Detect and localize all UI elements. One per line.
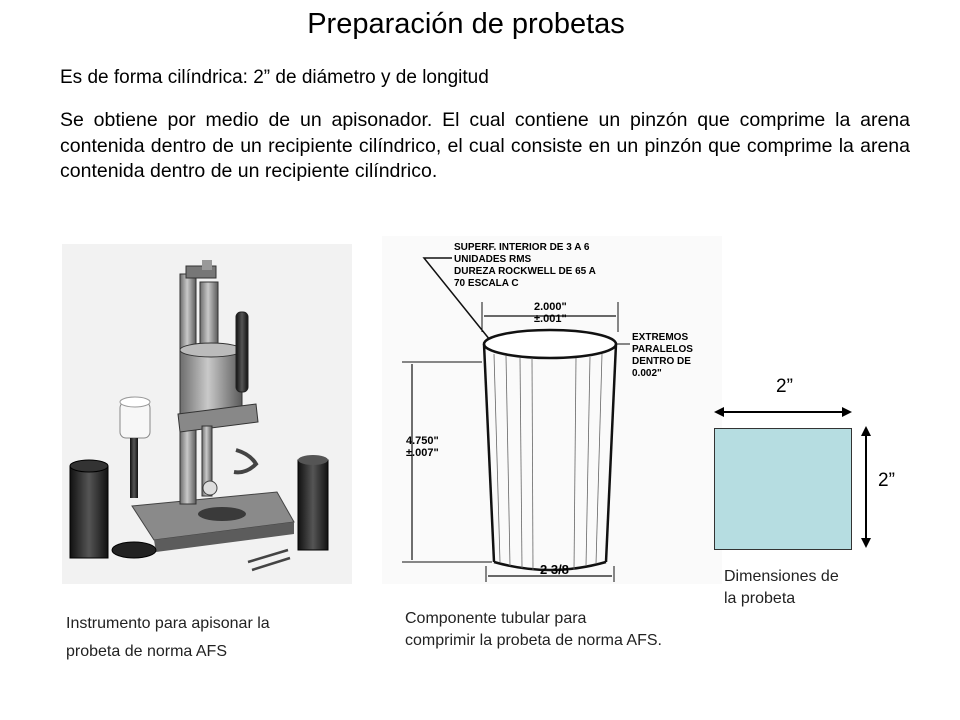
- callout-surface-line: 70 ESCALA C: [454, 278, 519, 289]
- dim-height-tolerance: ±.007": [406, 447, 439, 459]
- callout-ends-line: DENTRO DE: [632, 356, 691, 367]
- instrument-caption-line: probeta de norma AFS: [66, 643, 227, 660]
- dim-height: 4.750": [406, 435, 439, 447]
- dim-inner-diameter: 2.000": [534, 301, 567, 313]
- specimen-caption-line: la probeta: [724, 590, 796, 607]
- dim-outer-diameter: 2 3/8: [540, 562, 569, 577]
- intro-text: Es de forma cilíndrica: 2” de diámetro y de longitud: [60, 67, 489, 88]
- rammer-handle: [236, 312, 248, 392]
- callout-ends-line: 0.002": [632, 368, 662, 379]
- specimen-height-label: 2”: [878, 470, 895, 491]
- disc: [112, 542, 156, 558]
- callout-surface-line: UNIDADES RMS: [454, 254, 532, 265]
- tube-top-ellipse: [484, 330, 616, 358]
- width-arrow-head-right: [842, 407, 852, 417]
- dim-inner-tolerance: ±.001": [534, 313, 567, 325]
- specimen-caption: [724, 566, 894, 610]
- tube-caption-line: Componente tubular para: [405, 610, 587, 627]
- width-arrow-head-left: [714, 407, 724, 417]
- instrument-caption: [66, 610, 356, 666]
- specimen-caption-line: Dimensiones de: [724, 568, 839, 585]
- callout-ends-line: PARALELOS: [632, 344, 693, 355]
- tube-caption-line: comprimir la probeta de norma AFS.: [405, 632, 662, 649]
- height-arrow-head-bottom: [861, 538, 871, 548]
- height-arrow-head-top: [861, 426, 871, 436]
- dark-tube: [70, 466, 108, 558]
- callout-surface-line: DUREZA ROCKWELL DE 65 A: [454, 266, 596, 277]
- tube-caption: [405, 608, 775, 652]
- page-title: Preparación de probetas: [307, 8, 625, 40]
- specimen-square: [714, 428, 852, 550]
- callout-ends-line: EXTREMOS: [632, 332, 689, 343]
- accessory-cylinder: [298, 460, 328, 550]
- tube-drawing-figure: [382, 236, 722, 584]
- specimen-width-label: 2”: [776, 376, 793, 397]
- instrument-caption-line: Instrumento para apisonar la: [66, 615, 270, 632]
- body-text: Se obtiene por medio de un apisonador. El cual contiene un pinzón que comprime la arena contenida dentro de un recipiente cilíndrico, el cual consiste en un pinzón que comprime la arena contenida dentro de un recipiente cilíndrico.: [60, 109, 910, 182]
- rammer-instrument-figure: [62, 244, 352, 584]
- callout-surface-line: SUPERF. INTERIOR DE 3 A 6: [454, 242, 590, 253]
